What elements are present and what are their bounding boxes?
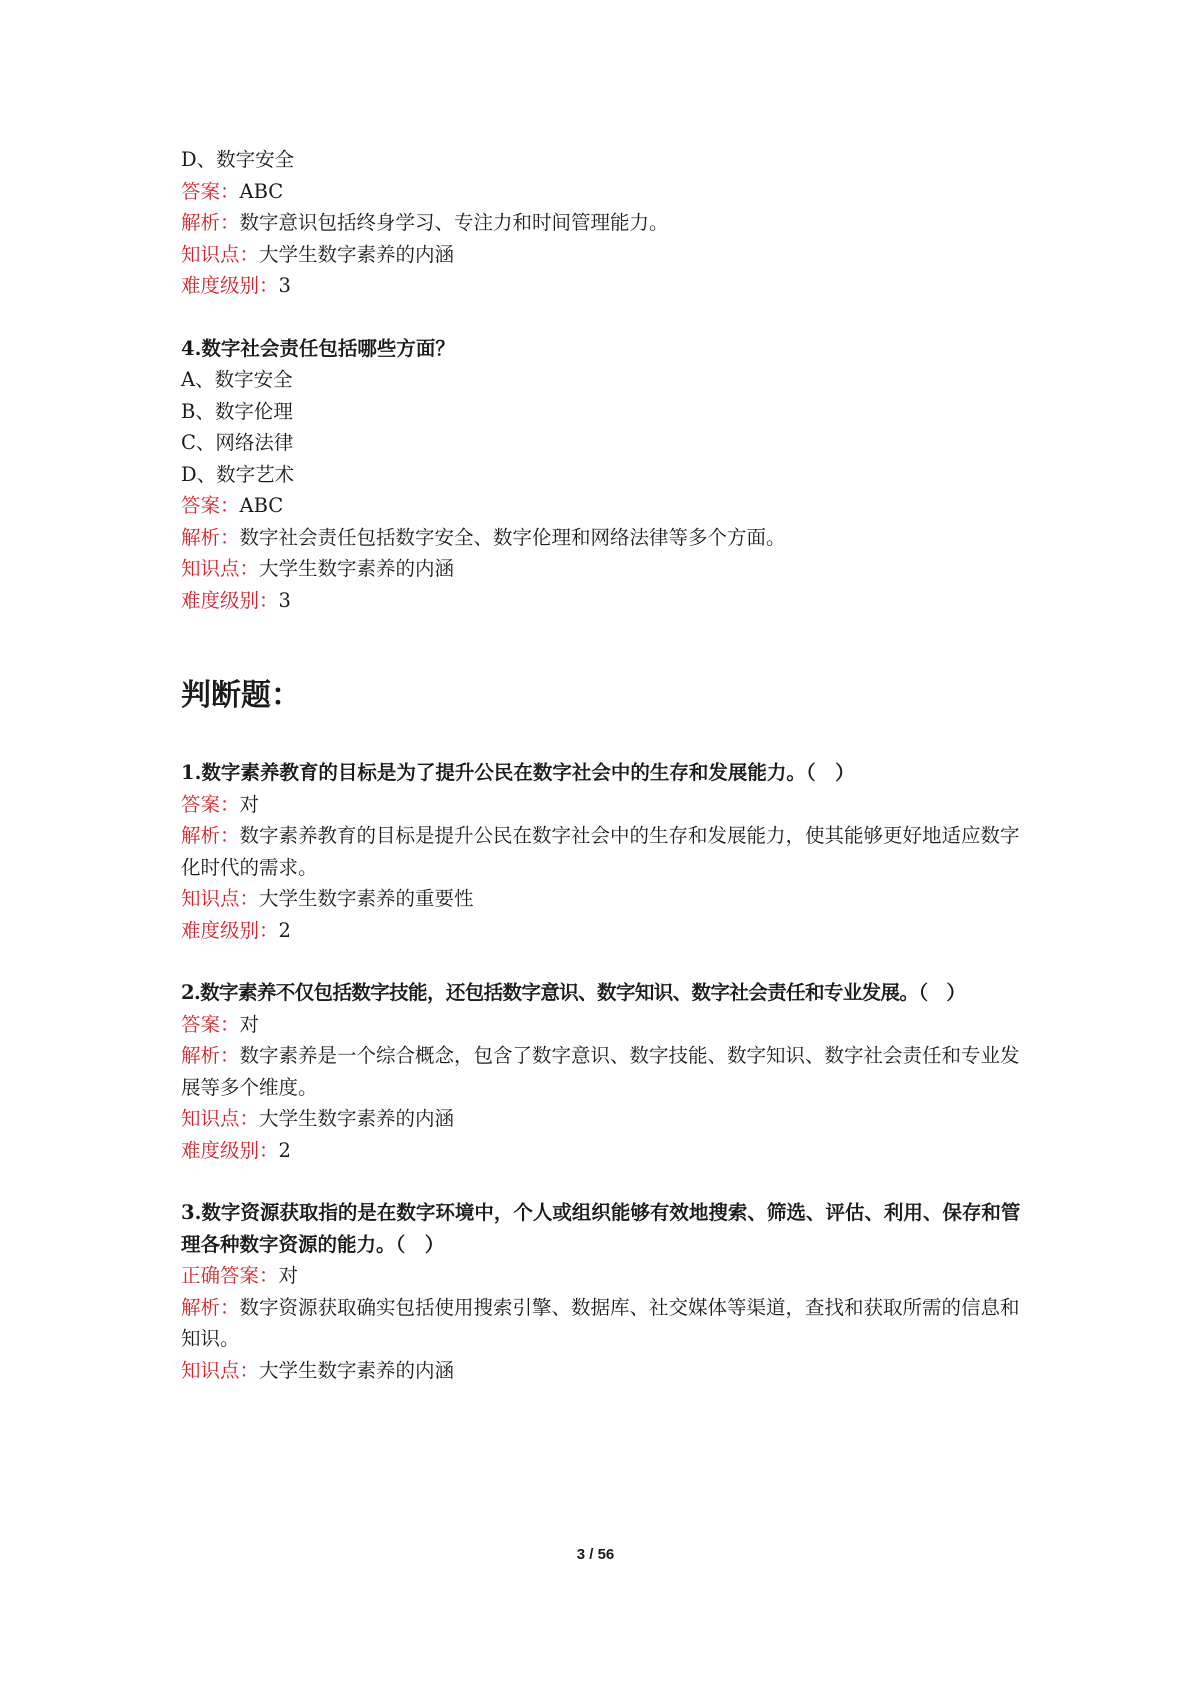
knowledge-text: 大学生数字素养的内涵 bbox=[259, 242, 455, 266]
answer-label: 答案： bbox=[181, 792, 240, 816]
answer-label: 正确答案： bbox=[181, 1264, 279, 1287]
answer-row bbox=[181, 789, 1021, 821]
answer-row bbox=[181, 1260, 1021, 1292]
difficulty-value: 2 bbox=[278, 918, 291, 942]
analysis-text: 数字素养教育的目标是提升公民在数字社会中的生存和发展能力，使其能够更好地适应数字化时代的需求。 bbox=[181, 824, 1020, 879]
option-b: B、数字伦理 bbox=[181, 399, 293, 423]
difficulty-row bbox=[181, 270, 1021, 302]
analysis-label: 解析： bbox=[181, 824, 240, 847]
option-a: A、数字安全 bbox=[181, 368, 293, 391]
answer-value: 对 bbox=[239, 792, 260, 816]
knowledge-label: 知识点： bbox=[181, 242, 260, 266]
difficulty-label: 难度级别： bbox=[181, 918, 279, 942]
analysis-text: 数字资源获取确实包括使用搜索引擎、数据库、社交媒体等渠道，查找和获取所需的信息和知识。 bbox=[181, 1295, 1020, 1350]
knowledge-row bbox=[181, 1355, 1021, 1387]
spacer bbox=[181, 726, 1021, 757]
question-title: 1.数字素养教育的目标是为了提升公民在数字社会中的生存和发展能力。（ ） bbox=[181, 761, 855, 784]
question-title: 4.数字社会责任包括哪些方面？ bbox=[181, 336, 455, 360]
analysis-text: 数字意识包括终身学习、专注力和时间管理能力。 bbox=[239, 211, 669, 234]
difficulty-row bbox=[181, 1135, 1021, 1167]
answer-label: 答案： bbox=[181, 1012, 240, 1036]
question-title: 2.数字素养不仅包括数字技能，还包括数字意识、数字知识、数字社会责任和专业发展。（ ） bbox=[181, 981, 966, 1004]
analysis-row bbox=[181, 1040, 1021, 1103]
analysis-label: 解析： bbox=[181, 525, 240, 549]
analysis-label: 解析： bbox=[181, 1295, 240, 1319]
answer-row bbox=[181, 490, 1021, 522]
answer-row bbox=[181, 1009, 1021, 1041]
analysis-text: 数字社会责任包括数字安全、数字伦理和网络法律等多个方面。 bbox=[239, 525, 786, 549]
option-d: D、数字艺术 bbox=[181, 462, 295, 486]
knowledge-text: 大学生数字素养的内涵 bbox=[259, 1107, 455, 1130]
analysis-row bbox=[181, 522, 1021, 554]
answer-label: 答案： bbox=[181, 494, 240, 517]
question-title: 3.数字资源获取指的是在数字环境中，个人或组织能够有效地搜索、筛选、评估、利用、保存和管理各种数字资源的能力。（ ） bbox=[181, 1201, 1021, 1256]
answer-row bbox=[181, 176, 1021, 208]
answer-value: ABC bbox=[239, 179, 284, 203]
knowledge-label: 知识点： bbox=[181, 557, 260, 580]
knowledge-row bbox=[181, 1103, 1021, 1135]
analysis-row bbox=[181, 820, 1021, 883]
spacer bbox=[181, 946, 1021, 977]
knowledge-text: 大学生数字素养的内涵 bbox=[259, 557, 455, 580]
answer-value: 对 bbox=[278, 1264, 299, 1287]
knowledge-text: 大学生数字素养的内涵 bbox=[259, 1358, 455, 1382]
page-content bbox=[181, 144, 1021, 1386]
difficulty-label: 难度级别： bbox=[181, 1138, 279, 1162]
difficulty-value: 3 bbox=[278, 274, 291, 297]
knowledge-label: 知识点： bbox=[181, 1358, 260, 1382]
spacer bbox=[181, 616, 1021, 666]
difficulty-label: 难度级别： bbox=[181, 588, 279, 612]
knowledge-text: 大学生数字素养的重要性 bbox=[259, 887, 474, 910]
answer-value: ABC bbox=[239, 494, 284, 517]
difficulty-value: 3 bbox=[278, 588, 291, 612]
difficulty-row bbox=[181, 585, 1021, 617]
difficulty-value: 2 bbox=[278, 1138, 291, 1162]
answer-label: 答案： bbox=[181, 179, 240, 203]
analysis-label: 解析： bbox=[181, 211, 240, 234]
knowledge-row bbox=[181, 239, 1021, 271]
knowledge-label: 知识点： bbox=[181, 1107, 260, 1130]
spacer bbox=[181, 302, 1021, 333]
difficulty-label: 难度级别： bbox=[181, 274, 279, 297]
analysis-label: 解析： bbox=[181, 1044, 240, 1067]
option-c: C、网络法律 bbox=[181, 431, 294, 454]
spacer bbox=[181, 1166, 1021, 1197]
knowledge-label: 知识点： bbox=[181, 887, 260, 910]
knowledge-row bbox=[181, 883, 1021, 915]
answer-value: 对 bbox=[239, 1012, 260, 1036]
page-number: 3 / 56 bbox=[576, 1546, 615, 1563]
option-d: D、数字安全 bbox=[181, 148, 295, 171]
difficulty-row bbox=[181, 915, 1021, 947]
section-title: 判断题： bbox=[181, 678, 301, 713]
knowledge-row bbox=[181, 553, 1021, 585]
analysis-row bbox=[181, 1292, 1021, 1355]
analysis-row bbox=[181, 207, 1021, 239]
analysis-text: 数字素养是一个综合概念，包含了数字意识、数字技能、数字知识、数字社会责任和专业发展等多个维度。 bbox=[181, 1044, 1020, 1099]
